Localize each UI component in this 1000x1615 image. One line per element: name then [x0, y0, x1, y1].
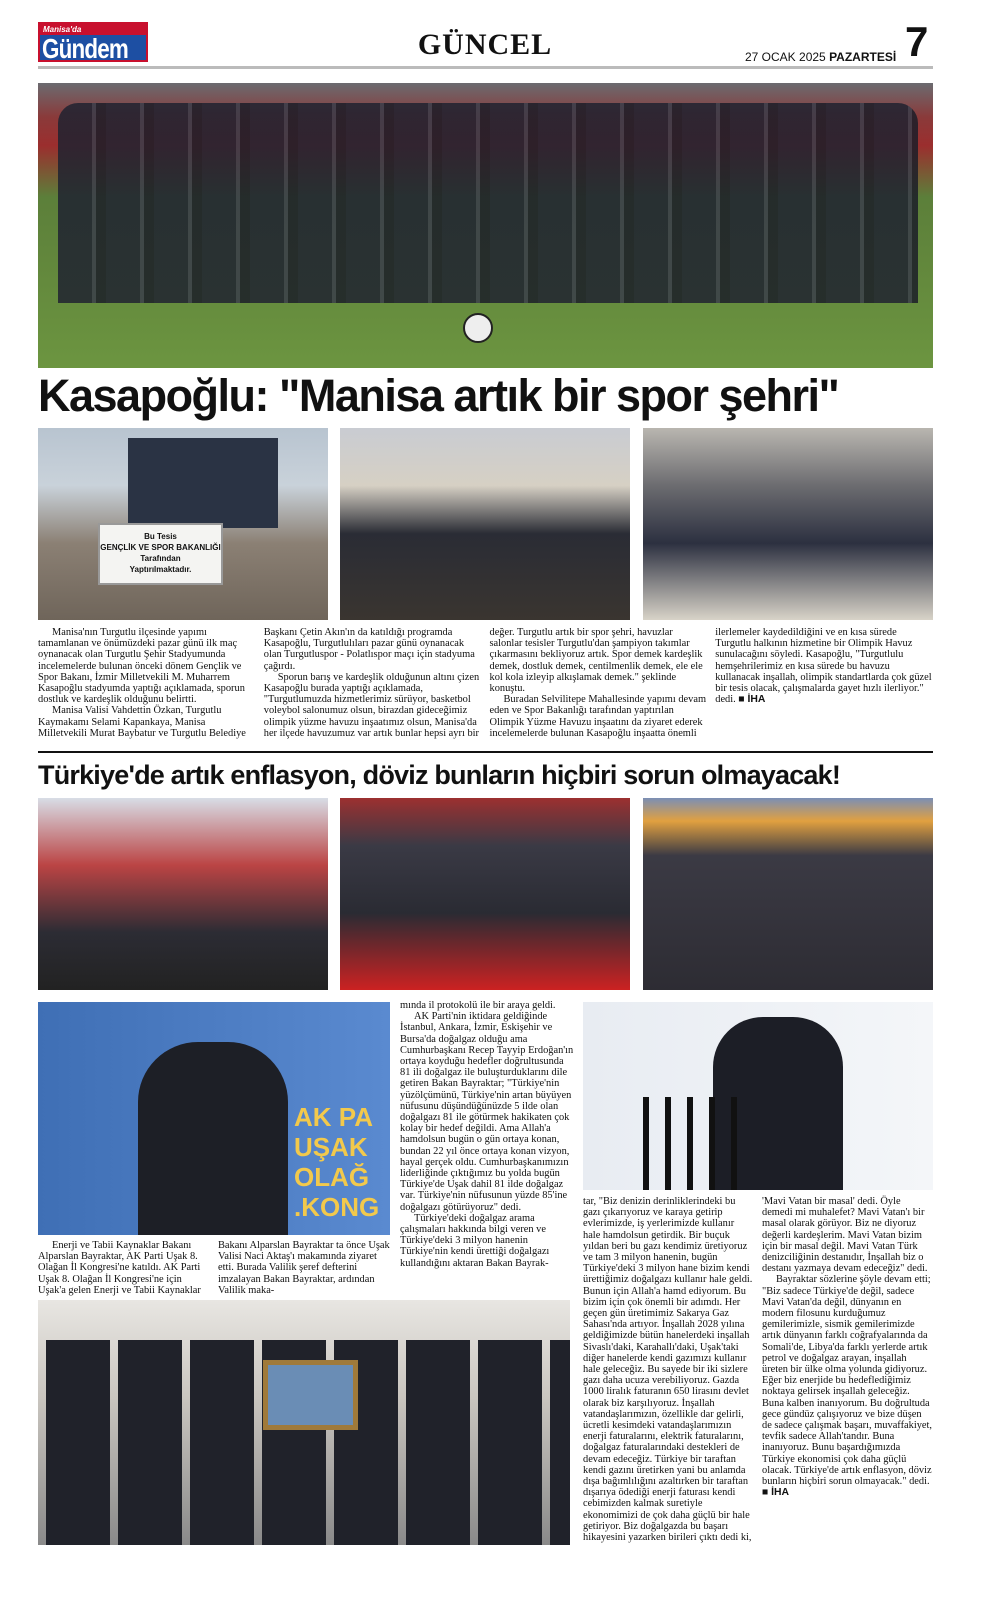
football: [463, 313, 493, 343]
protest-banners-photo: [38, 798, 328, 990]
logo-main-text: Gündem: [42, 33, 129, 64]
header-divider: [38, 66, 933, 69]
article2-middle-body: [400, 1000, 575, 1292]
article-divider: [38, 751, 933, 753]
article1-paragraph: Manisa Valisi Vahdettin Özkan, Turgutlu Kaymakamı Selami Kapankaya, Manisa Milletvekili Murat Baybatur ve Turgutlu Belediye Başkanı Çetin Akın'ın da katıldığı programda Kasapoğlu, Turgutlulıları pazar günü oynanacak olan Turgutluspor - Polatlıspor maçı için stadyuma çağırdı.: [38, 627, 475, 739]
agency-signature: ■ İHA: [738, 694, 766, 706]
article1-headline: Kasapoğlu: "Manisa artık bir spor şehri": [38, 370, 839, 421]
article2-paragraph: Türkiye'deki doğalgaz arama çalışmaları hakkında bilgi veren ve Türkiye'deki 3 milyon hanenin Türkiye'nin kendi ürettiği doğalgazı kullandığını aktaran Bakan Bayrak-: [400, 1212, 550, 1269]
officials-reviewing-plans-photo: [340, 428, 630, 620]
minister-podium-photo: [583, 1002, 933, 1190]
page-number: 7: [905, 18, 929, 65]
facility-construction-photo: [38, 428, 328, 620]
date-text: 27 OCAK 2025: [745, 50, 826, 64]
article1-paragraph: Manisa'nın Turgutlu ilçesinde yapımı tamamlanan ve önümüzdeki pazar günü ilk maç oynanacak olan Turgutlu Şehir Stadyumunda incelemelerde bulunan önceki dönem Gençlik ve Spor Bakanı, İzmir Milletvekili M. Muharrem Kasapoğlu stadyumda yaptığı açıklamada, sporun dostluk ve kardeşlik olduğunu belirtti.: [38, 627, 245, 706]
stadium-group-photo: [38, 83, 933, 368]
sign-line: GENÇLİK VE SPOR BAKANLIĞI: [100, 543, 221, 552]
article2-paragraph: [762, 1274, 933, 1498]
issue-date: [745, 50, 896, 64]
gift-painting: [263, 1360, 358, 1430]
facility-sign: [98, 523, 223, 585]
sign-line: Tarafından: [140, 554, 181, 563]
article2-headline: Türkiye'de artık enflasyon, döviz bunların hiçbiri sorun olmayacak!: [38, 760, 841, 790]
sign-line: Bu Tesis: [144, 532, 177, 541]
article2-right-body: [583, 1196, 933, 1548]
plaque-presentation-photo: [38, 1300, 570, 1545]
minister-speech-photo: [38, 1002, 390, 1235]
article2-paragraph: mında il protokolü ile bir araya geldi.: [400, 1000, 556, 1011]
paragraph-text: Buradan Selvilitepe Mahallesinde yapımı devam eden ve Spor Bakanlığı tarafından yaptırılan Olimpik Yüzme Havuzu inşaatını da ziyaret ederek incelemelerde bulunan Kasapoğlu inşaatta önemli ilerlemeler kaydedildiğini ve en kısa sürede Turgutlu halkının hizmetine bir Olimpik Havuz sunulacağını söyledi. Kasapoğlu, "Turgutlulu hemşehrilerimiz en kısa sürede bu havuzu kullanacak inşallah, olimpik standartlarda çok güzel bir tesis olacak, çalışmalarda gayet hızlı ilerliyor." dedi.: [489, 627, 932, 739]
article2-paragraph: tar, "Biz denizin derinliklerindeki bu gazı çıkarıyoruz ve karaya getirip evlerimizde, iş yerlerimizde kullanır hale hamdolsun getirdik. Bir buçuk yıldan beri bu gazı kendimiz üretiyoruz ve tam 3 milyon hanenin, bugün Türkiye'deki 3 milyon hane bizim kendi ürettiğimiz doğalgazı kullanır hale geldi. Bunun için Allah'a hamd ediyorum. Bu bizim için çok önemli bir adımdı. Her geçen gün üretimimiz Sakarya Gaz Sahası'nda artıyor. İnşallah 2028 yılına geldiğimizde bütün hanelerdeki inşallah Sivaslı'daki, Karahallı'daki, Uşak'taki diğer hanelerde kendi gazımızı kullanır hale geleceğiz. Bu sayede bir iki sizlere gazı daha ucuza verebiliyoruz. Gazda 1000 liralık faturanın 650 lirasını devlet olarak biz karşılıyoruz. İnşallah vatandaşlarımızın, özellikle dar gelirli, ücretli kesimdeki vatandaşlarımızın enerji faturalarını, elektrik faturalarını, doğalgaz faturalarındaki destekleri de devam edeceğiz. Türkiye bir taraftan kendi gazını üretirken yani bu anlamda dışa bağımlılığını azaltırken bir taraftan dışarıya ödediği enerji faturası kendi cebimizden kalmak suretiyle ekonomimizi de çok daha güçlü bir hale getiriyor. Biz doğalgazda bu başarı hikayesini yazarken birileri çıktı dedi ki, 'Mavi Vatan bir masal' dedi. Öyle demedi mi muhalefet? Mavi Vatan'ı bir masal olarak görüyor. Biz ne diyoruz değerli kardeşlerim. Mavi Vatan bizim için bir masal değil. Mavi Vatan Türk denizciliğinin destanıdır, İnşallah biz o destanı yazmaya devam edeceğiz" dedi.: [583, 1196, 928, 1544]
people-silhouettes: [58, 103, 918, 303]
section-title: GÜNCEL: [417, 28, 553, 61]
logo-top-text: Manisa'da: [40, 24, 146, 35]
audience-photo: [643, 798, 933, 990]
sign-line: Yaptırılmaktadır.: [129, 565, 192, 574]
paragraph-text: Bayraktar sözlerine şöyle devam etti; "Biz sadece Türkiye'de değil, sadece Mavi Vatan'da değil, dünyanın en modern filosunu kurduğumuz gemilerimizle, sismik gemilerimizde artık dünyanın farklı coğrafyalarında da Somali'de, Libya'da farklı yerlerde artık petrol ve doğalgaz arayan, inşallah üreten bir ülke olma yolunda gidiyoruz. Eğer biz enerjide bu hedeflediğimiz noktaya gelirsek inşallah geleceğiz. Buna kalben inanıyorum. Bu doğrultuda gece gündüz çalışıyoruz ve bize düşen de sadece çalışmak başarı, muvaffakiyet, tevfik sadece Allah'tandır. Buna inanıyoruz. Bunu başardığımızda Türkiye ekonomisi çok daha güçlü olacak. Türkiye'de artık enflasyon, döviz bunların hiçbiri sorun olmayacak." dedi.: [762, 1274, 933, 1488]
agency-signature: ■ İHA: [762, 1487, 790, 1499]
microphones: [643, 1097, 753, 1190]
article2-left-body: [38, 1240, 390, 1298]
article1-paragraph: Sporun barış ve kardeşlik olduğunun altını çizen Kasapoğlu burada yaptığı açıklamada, "Turgutlumuzda hizmetlerimiz sürüyor, basketbol voleybol salonumuz olsun, birazdan gideceğimiz olimpik yüzme havuzu inşaatımız olsun, Manisa'da her ilçede havuzumuz var artık bunlar hepsi ayrı bir değer. Turgutlu artık bir spor şehri, havuzlar salonlar tesisler Turgutlu'dan şampiyon takımlar çıkarmasını bekliyoruz artık. Spor demek kardeşlik demek, dostluk demek, centilmenlik demek, ele ele kol kola izleyip alkışlamak demek." şeklinde konuştu.: [263, 627, 703, 739]
stage-backdrop-text: AK PA UŞAK OLAĞ .KONG: [294, 1102, 380, 1222]
day-text: PAZARTESİ: [829, 50, 897, 64]
pool-construction-meeting-photo: [643, 428, 933, 620]
congress-crowd-photo: [340, 798, 630, 990]
article2-paragraph: Enerji ve Tabii Kaynaklar Bakanı Alparslan Bayraktar, AK Parti Uşak 8. Olağan İl Kongresi'ne katıldı. AK Parti Uşak 8. Olağan İl Kongresi'ne için Uşak'a gelen Enerji ve Tabii Kaynaklar Bakanı Alparslan Bayraktar ta önce Uşak Valisi Naci Aktaş'ı makamında ziyaret etti. Burada Valilik şeref defterini imzalayan Bakan Bayraktar, ardından Valilik maka-: [38, 1240, 390, 1296]
speaker-silhouette: [138, 1042, 288, 1235]
article2-paragraph: AK Parti'nin iktidara geldiğinde İstanbul, Ankara, İzmir, Eskişehir ve Bursa'da doğalgaz olduğu ama Cumhurbaşkanı Recep Tayyip Erdoğan'ın ortaya koyduğu hedefler doğrultusunda 81 ili doğalgaz ile buluşturduklarını dile getiren Bakan Bayraktar; "Türkiye'nin yüzölçümünü, Türkiye'nin artan büyüyen nüfusunu düşündüğünüzde 5 ilde olan doğalgazı 81 ile götürmek hakikaten çok kolay bir hedef değildi. Ama Allah'a hamdolsun bugün o gün ortaya konan, bundan 22 yıl önce ortaya konan vizyon, hayal gerçek oldu. Cumhurbaşkanımızın liderliğinde çıktığımız bu yolda bugün Türkiye'de Uşak dahil 81 ilde doğalgaz var. Türkiye'nin nüfusunun yüzde 85'ine doğalgazı götürüyoruz" dedi.: [400, 1011, 574, 1213]
article1-body: [38, 627, 933, 745]
building: [128, 438, 278, 528]
